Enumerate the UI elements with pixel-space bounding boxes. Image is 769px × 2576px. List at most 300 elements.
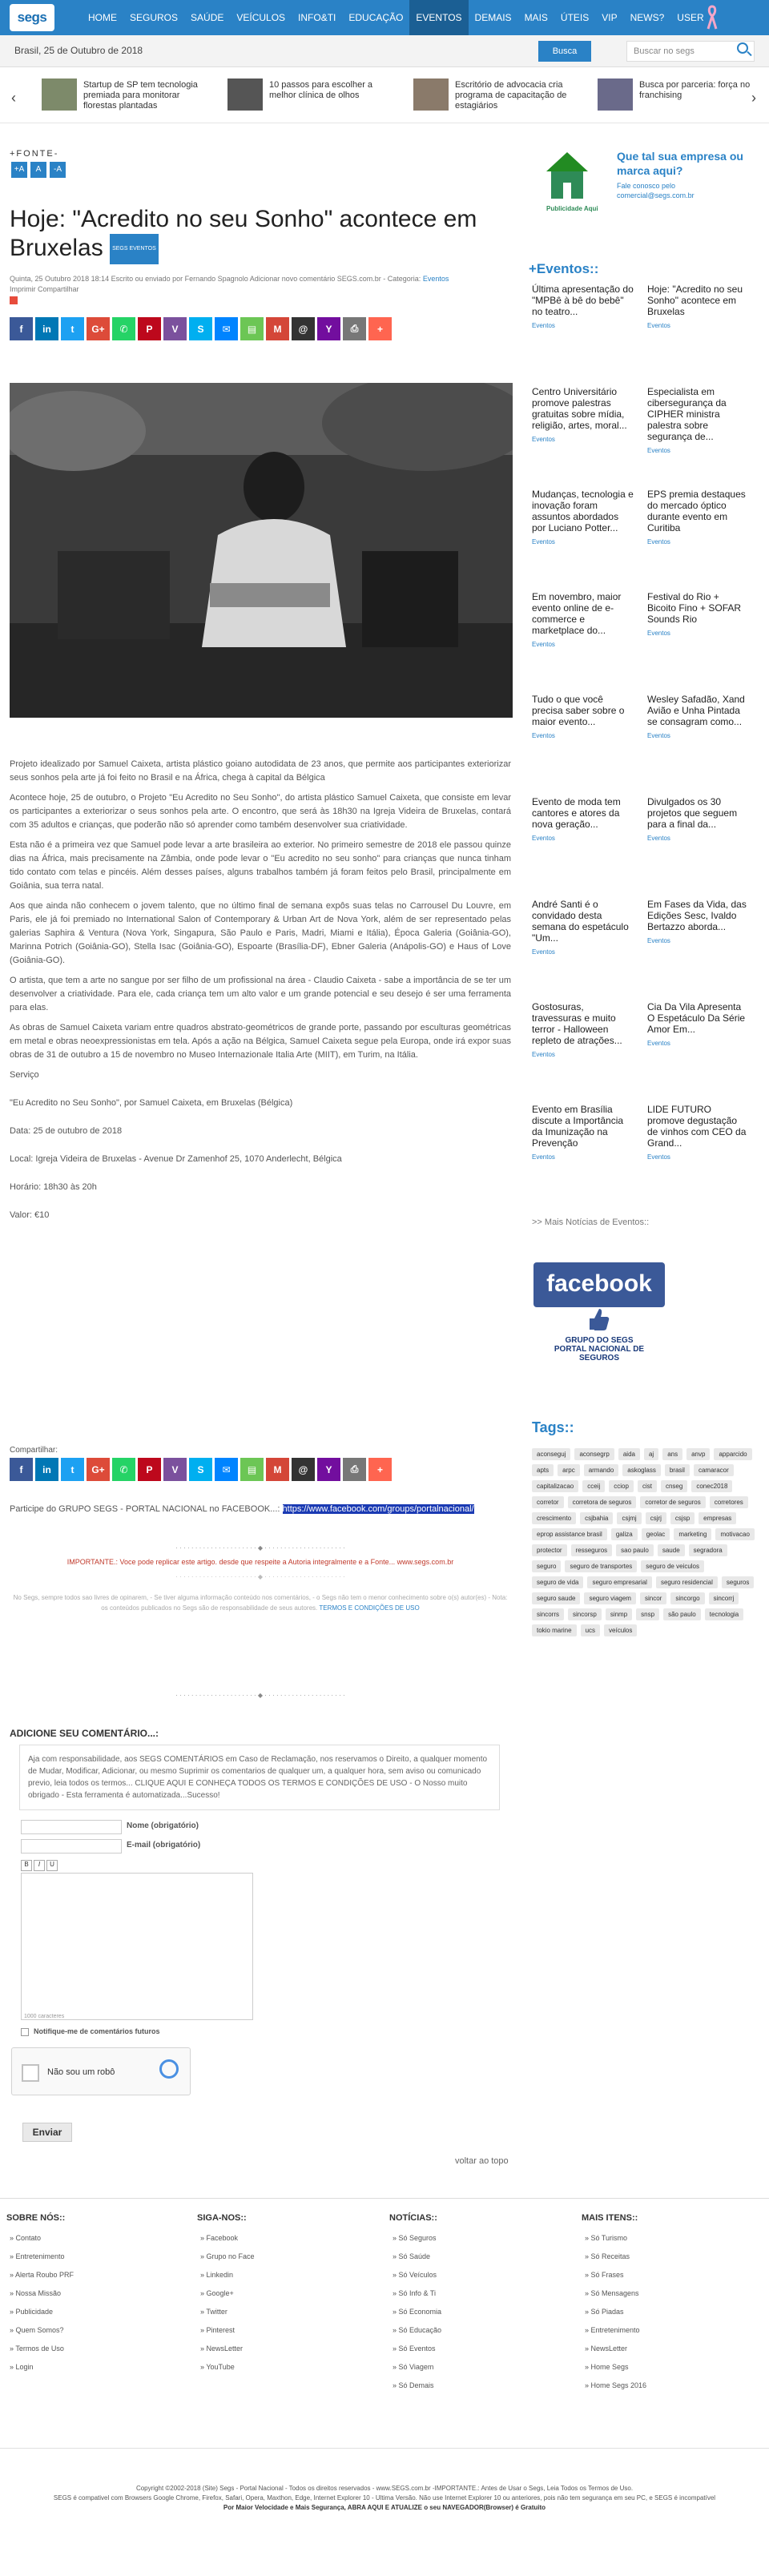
notify-checkbox[interactable] [21,2028,29,2036]
font-decrease-button[interactable]: -A [50,162,66,178]
footer-col-about [6,2213,191,2381]
thumb-image [413,78,449,111]
footer-link[interactable] [6,2363,191,2371]
tag-item[interactable]: csjrj [646,1512,666,1524]
font-increase-button[interactable]: +A [11,162,27,178]
twitter-icon[interactable]: t [61,317,84,340]
messenger-icon[interactable]: ✉ [215,1458,238,1481]
nav-item[interactable]: ÚTEIS [560,12,590,23]
more-events-link[interactable]: >> Mais Notícias de Eventos:: [532,1218,650,1227]
footer-link[interactable] [582,2252,766,2260]
event-item[interactable] [532,284,634,332]
whatsapp-icon[interactable]: ✆ [112,317,135,340]
event-item[interactable] [647,489,750,548]
tag-item[interactable]: sinmp [606,1608,632,1620]
tag-item[interactable]: seguro de vida [532,1576,583,1588]
nav-item[interactable]: INFO&TI [298,12,336,23]
nav-item[interactable]: SAÚDE [191,12,224,23]
tag-item[interactable]: arpc [558,1464,580,1476]
arrow-icon: » [200,2252,207,2260]
arrow-icon: » [393,2381,399,2389]
facebook-icon[interactable]: f [10,317,33,340]
tag-item[interactable]: anvp [686,1448,710,1460]
nav-item[interactable]: USER [677,12,704,23]
footer-link-label: Entretenimento [15,2252,65,2260]
tag-item[interactable]: csjsp [670,1512,695,1524]
notice-body-text: No Segs, sempre todos sao livres de opinarem, - Se tiver alguma informação conteúdo nos comentários, - o Segs não tem o menor conhecimento sobre o(s) autor(es) - Nota: os conteúdos publicados no Segs são de responsabilidade de seus autores. [13,1594,508,1612]
tag-item[interactable]: ans [662,1448,682,1460]
nav-item[interactable]: VIP [602,12,618,23]
tag-item[interactable]: são paulo [663,1608,701,1620]
footer-link[interactable] [389,2289,574,2297]
fb-group-link[interactable]: https://www.facebook.com/groups/portalnacional/ [282,1504,474,1514]
tag-item[interactable]: askoglass [622,1464,661,1476]
yahoo-icon[interactable]: Y [317,1458,340,1481]
twitter-icon[interactable]: t [61,1458,84,1481]
notice-body [10,1592,511,1613]
tag-item[interactable]: corretores [710,1496,748,1508]
footer-link[interactable] [582,2363,766,2371]
tag-item[interactable]: cciop [609,1480,634,1492]
nav-item[interactable]: NEWS? [630,12,665,23]
tag-item[interactable]: empresas [699,1512,736,1524]
event-item[interactable] [532,899,634,958]
tag-item[interactable]: tecnologia [705,1608,743,1620]
article-paragraph: Aos que ainda não conhecem o jovem talento, que no último final de semana expôs suas telas no Carrousel Du Louvre, em Paris, ele já foi premiado no International Salon of Contemporary & Urban Art de Nova York, além de ser representado pelas galerias Saphira & Ventura (Nova York, Singapura, São Paulo e Paris, Madri, Miami e Itália), Época Galeria (Goiânia-GO), Marinna Potrich (Goiânia-GO), Stella Isac (Goiânia-GO), Espoarte (Brasília-DF), Ebner Galeria (Anápolis-GO) e Haus of Love (Goiânia-GO). [10,901,511,965]
footer-link[interactable] [6,2308,191,2316]
tag-item[interactable]: apts [532,1464,554,1476]
footer-link-label: Publicidade [15,2308,54,2316]
event-category: Eventos [647,538,670,545]
tag-item[interactable]: corretor [532,1496,564,1508]
recaptcha-icon [159,2059,179,2079]
fb-group-label: Participe do GRUPO SEGS - PORTAL NACIONAL no FACEBOOK...: [10,1504,280,1514]
email-icon[interactable]: @ [292,317,315,340]
footer-link[interactable] [582,2308,766,2316]
footer-link[interactable] [582,2271,766,2279]
tag-item[interactable]: sincor [640,1592,666,1604]
footer-link-label: Google+ [206,2289,234,2297]
footer-link[interactable] [389,2308,574,2316]
terms-link[interactable]: TERMOS E CONDIÇÕES DE USO [319,1604,420,1612]
footer-link-label: Login [15,2363,34,2371]
email-icon[interactable]: @ [292,1458,315,1481]
tag-item[interactable]: snsp [636,1608,659,1620]
viber-icon[interactable]: V [163,1458,187,1481]
recaptcha-widget [11,2047,191,2095]
thumb-image [598,78,633,111]
ticker-item[interactable] [413,78,582,115]
tag-item[interactable]: seguro de veiculos [641,1560,704,1572]
copyright-text: Copyright ©2002-2018 (Site) Segs - Portal Nacional - Todos os direitos reservados - www.SEGS.com.br -IMPORTANTE.: Antes de Usar o Segs, Leia Todos os Termos de Uso. [135,2485,634,2492]
captcha-checkbox[interactable] [22,2064,39,2082]
underline-icon[interactable]: U [46,1860,58,1871]
arrow-icon: » [585,2345,591,2353]
gmail-icon[interactable]: M [266,317,289,340]
tag-item[interactable]: aida [618,1448,640,1460]
event-item[interactable] [532,694,634,742]
tag-item[interactable]: motivacao [715,1528,754,1540]
event-item[interactable] [647,386,750,457]
article-meta [10,274,506,308]
footer-link[interactable] [197,2326,381,2334]
arrow-icon: » [393,2234,399,2242]
tag-item[interactable]: protector [532,1544,567,1556]
tag-item[interactable]: seguro viagem [584,1592,635,1604]
footer-link-label: Só Educação [398,2326,442,2334]
font-reset-button[interactable]: A [30,162,46,178]
nav-item[interactable]: DEMAIS [474,12,512,23]
tag-item[interactable]: corretora de seguros [568,1496,637,1508]
plus-icon[interactable] [10,296,18,304]
tag-item[interactable]: sincorgo [670,1592,704,1604]
arrow-icon: » [10,2308,16,2316]
footer-link-label: Só Economia [398,2308,442,2316]
event-item[interactable] [532,386,634,445]
event-category: Eventos [647,447,670,454]
skype-icon[interactable]: S [189,317,212,340]
bold-icon[interactable]: B [21,1860,32,1871]
pink-ribbon-icon [707,5,718,30]
tag-item[interactable]: corretor de seguros [640,1496,705,1508]
whatsapp-icon[interactable]: ✆ [112,1458,135,1481]
tag-item[interactable]: armando [584,1464,619,1476]
gmail-icon[interactable]: M [266,1458,289,1481]
chevron-right-icon[interactable]: › [751,90,756,106]
arrow-icon: » [10,2345,16,2353]
tag-item[interactable]: aconseguj [532,1448,570,1460]
event-category: Eventos [647,322,670,329]
name-label: Nome (obrigatório) [127,1821,199,1830]
article-body [10,758,511,1237]
arrow-icon: » [200,2326,207,2334]
sidebar-ad[interactable] [529,138,761,232]
sms-icon[interactable]: ▤ [240,1458,264,1481]
email-label: E-mail (obrigatório) [127,1841,201,1849]
footer-link[interactable] [389,2271,574,2279]
footer-link[interactable] [582,2345,766,2353]
tag-item[interactable]: tokio marine [532,1624,577,1636]
comment-textarea[interactable] [21,1873,253,2020]
arrow-icon: » [585,2289,591,2297]
tag-item[interactable]: sao paulo [616,1544,654,1556]
event-item[interactable] [532,591,634,650]
skype-icon[interactable]: S [189,1458,212,1481]
more-icon[interactable]: + [368,1458,392,1481]
event-category: Eventos [532,641,555,648]
event-category: Eventos [532,835,555,842]
event-item[interactable] [647,899,750,947]
tag-item[interactable]: cist [638,1480,657,1492]
article-paragraph: Data: 25 de outubro de 2018 [10,1126,123,1136]
arrow-icon: » [393,2252,399,2260]
footer-link-label: Só Mensagens [590,2289,639,2297]
nav-item[interactable]: EVENTOS [409,0,468,35]
event-category: Eventos [647,732,670,739]
tag-item[interactable]: csjbahia [580,1512,613,1524]
event-title: Mudanças, tecnologia e inovação foram assuntos abordados por Luciano Potter... [532,489,634,533]
footer-link[interactable] [582,2234,766,2242]
meta-category-link[interactable]: Eventos [422,275,449,283]
event-item[interactable] [647,1104,750,1163]
article-title [10,205,506,264]
footer-link[interactable] [389,2381,574,2389]
ticker-item[interactable] [598,78,766,115]
footer-link-label: Só Eventos [398,2345,436,2353]
facebook-group-label: GRUPO DO SEGS PORTAL NACIONAL DE SEGUROS [554,1336,645,1362]
article-paragraph: "Eu Acredito no Seu Sonho", por Samuel Caixeta, em Bruxelas (Bélgica) [10,1098,293,1108]
article-paragraph: Serviço [10,1070,39,1080]
footer-link-label: Home Segs [590,2363,629,2371]
editor-toolbar [21,1860,69,1871]
article-paragraph: Valor: €10 [10,1210,50,1220]
meta-text: Quinta, 25 Outubro 2018 18:14 Escrito ou enviado por Fernando Spagnolo Adicionar novo comentário SEGS.com.br - Categoria: [10,275,421,283]
tag-item[interactable]: seguro empresarial [587,1576,651,1588]
back-to-top-link[interactable]: voltar ao topo [455,2156,509,2166]
nav-item[interactable]: SEGUROS [130,12,179,23]
google-plus-icon[interactable]: G+ [87,317,110,340]
footer-link-label: Só Turismo [590,2234,628,2242]
tag-item[interactable]: seguro de transportes [565,1560,637,1572]
tag-item[interactable]: conec2018 [691,1480,732,1492]
footer-col-news [389,2213,574,2400]
logo-text: segs [17,10,47,25]
event-category: Eventos [532,1153,555,1161]
tag-item[interactable]: sincorrs [532,1608,564,1620]
site-logo[interactable] [10,4,54,31]
tag-item[interactable]: capitalizacao [532,1480,578,1492]
tag-item[interactable]: cceij [582,1480,605,1492]
event-category: Eventos [647,1153,670,1161]
tag-item[interactable]: sincorrj [709,1592,739,1604]
article-paragraph: Local: Igreja Videira de Bruxelas - Avenue Dr Zamenhof 25, 1070 Anderlecht, Bélgica [10,1154,342,1164]
tag-item[interactable]: seguros [722,1576,754,1588]
tag-item[interactable]: camaracor [694,1464,734,1476]
event-item[interactable] [647,284,750,332]
ad-contact: Fale conosco pelo comercial@segs.com.br [617,182,695,199]
ad-headline: Que tal sua empresa ou marca aqui? [617,150,743,177]
footer-link-label: Só Piadas [590,2308,624,2316]
nav-item[interactable]: HOME [88,12,117,23]
event-category: Eventos [647,1040,670,1047]
tag-item[interactable]: apparcido [714,1448,751,1460]
arrow-icon: » [585,2252,591,2260]
footer-link[interactable] [197,2363,381,2371]
linkedin-icon[interactable]: in [35,317,58,340]
event-item[interactable] [647,591,750,639]
tag-item[interactable]: seguro [532,1560,561,1572]
arrow-icon: » [10,2289,16,2297]
event-item[interactable] [647,1001,750,1049]
messenger-icon[interactable]: ✉ [215,317,238,340]
footer-link[interactable] [389,2252,574,2260]
browser-update-text[interactable]: Por Maior Velocidade e Mais Segurança, ABRA AQUI E ATUALIZE o seu NAVEGADOR(Browser) é Gratuito [223,2504,546,2511]
ticker-text: 10 passos para escolher a melhor clínica de olhos [269,80,373,100]
tag-item[interactable]: geolac [642,1528,670,1540]
name-field[interactable] [21,1820,122,1834]
char-counter: 1000 caracteres [24,2014,65,2019]
footer-link[interactable] [389,2234,574,2242]
footer-link[interactable] [197,2289,381,2297]
footer-link[interactable] [197,2345,381,2353]
event-item[interactable] [532,1104,634,1163]
print-icon[interactable]: ⎙ [343,317,366,340]
footer-link[interactable] [197,2308,381,2316]
tag-item[interactable]: aconsegrp [574,1448,614,1460]
arrow-icon: » [200,2363,207,2371]
notice-divider: · · · · · · · · · · · · · · · · · · · · · ◆ · · · · · · · · · · · · · · · · · · · · · [175,1573,345,1580]
event-item[interactable] [532,489,634,548]
arrow-icon: » [10,2271,16,2279]
pinterest-icon[interactable]: P [138,317,161,340]
thumbs-up-icon [585,1306,612,1333]
event-item[interactable] [647,796,750,844]
footer-link[interactable] [582,2289,766,2297]
print-share-links[interactable]: Imprimir Compartilhar [10,285,79,293]
event-title: Centro Universitário promove palestras gratuitas sobre mídia, religião, artes, moral... [532,386,627,431]
arrow-icon: » [200,2289,207,2297]
arrow-icon: » [200,2308,207,2316]
article-paragraph: Esta não é a primeira vez que Samuel pode levar a arte brasileira ao exterior. No primeiro semestre de 2018 ele passou quinze dias na África, mais precisamente na Zâmbia, onde pode levar o "Eu acredito no seu sonho" para crianças que nunca tinham tido contato com telas e pincéis. Além desses países, alguns trabalhos também já foram feitos pelo Brasil, principalmente em Goiânia, sua terra natal. [10,840,511,891]
event-item[interactable] [532,796,634,844]
footer-link-label: Twitter [206,2308,227,2316]
article-paragraph: Horário: 18h30 às 20h [10,1182,97,1192]
footer-link[interactable] [6,2326,191,2334]
search-icon[interactable] [737,42,748,54]
footer-link-label: Nossa Missão [15,2289,62,2297]
share-buttons-bottom [10,1458,458,1482]
event-category: Eventos [532,732,555,739]
arrow-icon: » [200,2234,207,2242]
ticker-text: Busca por parceria: força no franchising [639,80,751,100]
event-item[interactable] [647,694,750,742]
ticker-text: Escritório de advocacia cria programa de capacitação de estagiários [455,80,567,111]
nav-item[interactable]: EDUCAÇÃO [348,12,404,23]
send-button[interactable]: Enviar [22,2123,72,2142]
footer-heading: MAIS ITENS:: [582,2213,638,2223]
arrow-icon: » [585,2381,591,2389]
footer-link[interactable] [197,2271,381,2279]
footer-link[interactable] [6,2345,191,2353]
footer-link-label: NewsLetter [590,2345,628,2353]
event-title: Divulgados os 30 projetos que seguem para a final da... [647,796,738,830]
arrow-icon: » [393,2363,399,2371]
footer-link[interactable] [389,2326,574,2334]
footer-link[interactable] [6,2289,191,2297]
footer-link[interactable] [6,2271,191,2279]
footer-link-label: NewsLetter [206,2345,244,2353]
google-plus-icon[interactable]: G+ [87,1458,110,1481]
tag-item[interactable]: seguro residencial [656,1576,718,1588]
article-title-text: Hoje: "Acredito no seu Sonho" acontece em Bruxelas [10,206,477,261]
tag-item[interactable]: saude [658,1544,685,1556]
italic-icon[interactable]: I [34,1860,45,1871]
tag-item[interactable]: eprop assistance brasil [532,1528,607,1540]
article-paragraph: Projeto idealizado por Samuel Caixeta, artista plástico goiano autodidata de 23 anos, que permite aos participantes exteriorizar seus sonhos pela arte já foi feito no Brasil e na África, chega à capital da Bélgica [10,759,511,783]
footer-link-label: Só Veículos [398,2271,437,2279]
tag-item[interactable]: segradora [689,1544,727,1556]
sms-icon[interactable]: ▤ [240,317,264,340]
arrow-icon: » [10,2234,16,2242]
print-icon[interactable]: ⎙ [343,1458,366,1481]
search-button[interactable]: Busca [538,41,591,62]
footer-link[interactable] [6,2252,191,2260]
ticker-item[interactable] [227,78,396,115]
tag-item[interactable]: seguro saude [532,1592,580,1604]
article-paragraph: O artista, que tem a arte no sangue por ser filho de um profissional na área - Claudio Caixeta - sabe a importância de se ter um desenvolver a criatividade. Para ele, cada criança tem um alto valor e um grande potencial e seu desejo é ser uma ferramenta para elas. [10,976,511,1012]
facebook-banner[interactable]: facebook [533,1262,665,1307]
footer-col-more [582,2213,766,2400]
footer-link[interactable] [197,2252,381,2260]
footer-link[interactable] [582,2326,766,2334]
event-title: Tudo o que você precisa saber sobre o maior evento... [532,694,625,727]
event-item[interactable] [532,1001,634,1061]
footer-link-label: Home Segs 2016 [590,2381,647,2389]
event-title: Cia Da Vila Apresenta O Espetáculo Da Série Amor Em... [647,1001,746,1035]
tag-item[interactable]: resseguros [571,1544,613,1556]
footer-link[interactable] [6,2234,191,2242]
more-icon[interactable]: + [368,317,392,340]
footer-link-label: Só Viagem [398,2363,434,2371]
chevron-left-icon[interactable]: ‹ [11,90,16,106]
event-title: EPS premia destaques do mercado óptico durante evento em Curitiba [647,489,746,533]
comments-notice: Aja com responsabilidade, aos SEGS COMENTÁRIOS em Caso de Reclamação, nos reservamos o Direito, a qualquer momento de Mudar, Modificar, Adicionar, ou mesmo Suprimir os comentarios de qualquer um, a qualquer hora, sem aviso ou comunicado previo, leia todos os termos... CLIQUE AQUI E CONHEÇA TODOS OS TERMOS E CONDIÇÕES DE USO - O Nosso muito obrigado - Esta ferramenta é automatizada...Sucesso! [19,1745,500,1810]
event-category: Eventos [532,1051,555,1058]
event-title: LIDE FUTURO promove degustação de vinhos com CEO da Grand... [647,1104,747,1149]
photo-image [10,383,513,718]
tag-item[interactable]: csjmj [617,1512,641,1524]
tag-item[interactable]: sincorsp [568,1608,602,1620]
viber-icon[interactable]: V [163,317,187,340]
nav-item[interactable]: VEÍCULOS [236,12,286,23]
pinterest-icon[interactable]: P [138,1458,161,1481]
notice-divider-bottom: · · · · · · · · · · · · · · · · · · · · · ◆ · · · · · · · · · · · · · · · · · · · · · [175,1692,345,1699]
category-badge[interactable]: SEGS EVENTOS [110,234,159,264]
tag-item[interactable]: crescimento [532,1512,576,1524]
email-field[interactable] [21,1839,122,1854]
notify-label: Notifique-me de comentários futuros [34,2027,160,2035]
current-date: Brasil, 25 de Outubro de 2018 [14,45,143,56]
tag-item[interactable]: galiza [611,1528,638,1540]
footer-link[interactable] [582,2381,766,2389]
tag-item[interactable]: aj [644,1448,658,1460]
footer-link[interactable] [197,2234,381,2242]
captcha-label: Não sou um robô [47,2067,115,2077]
tag-item[interactable]: brasil [665,1464,690,1476]
facebook-icon[interactable]: f [10,1458,33,1481]
arrow-icon: » [585,2271,591,2279]
footer-link-label: Só Receitas [590,2252,630,2260]
tag-item[interactable]: marketing [674,1528,711,1540]
yahoo-icon[interactable]: Y [317,317,340,340]
footer-link-label: Só Demais [398,2381,434,2389]
event-title: Última apresentação do "MPBê à bê do bebê" no teatro... [532,284,634,317]
ticker-item[interactable] [42,78,210,115]
linkedin-icon[interactable]: in [35,1458,58,1481]
footer-link[interactable] [389,2363,574,2371]
search-input[interactable]: Buscar no segs [626,41,755,62]
footer-link[interactable] [389,2345,574,2353]
tag-item[interactable]: ucs [581,1624,600,1636]
tag-item[interactable]: cnseg [661,1480,687,1492]
thumb-image [227,78,263,111]
nav-item[interactable]: MAIS [524,12,548,23]
tag-item[interactable]: veículos [604,1624,637,1636]
event-title: Festival do Rio + Bicoito Fino + SOFAR Sounds Rio [647,591,742,625]
arrow-icon: » [10,2252,16,2260]
tags-heading: Tags:: [532,1419,574,1435]
footer-link-label: Entretenimento [590,2326,640,2334]
